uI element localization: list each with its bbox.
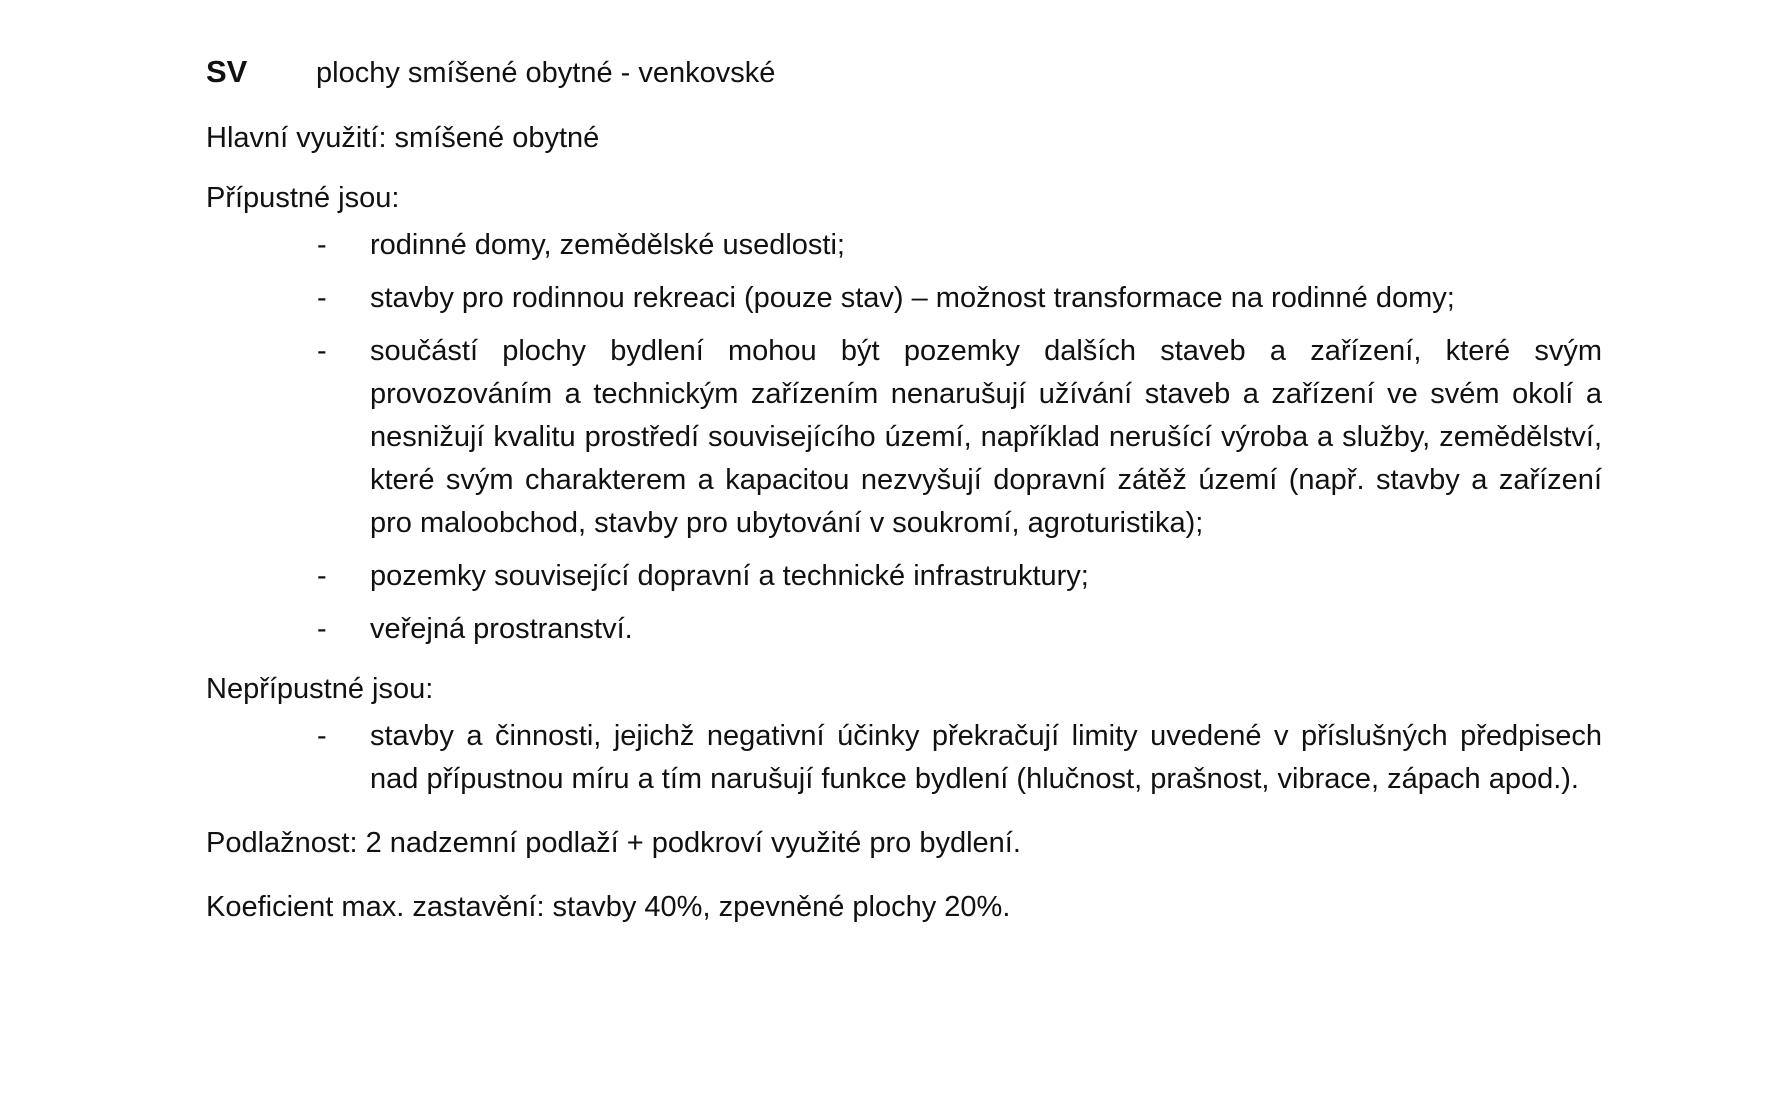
zone-code: SV [206, 54, 248, 89]
list-dash: - [317, 335, 327, 367]
list-dash: - [317, 613, 327, 645]
list-item-text: stavby pro rodinnou rekreaci (pouze stav) – možnost transformace na rodinné domy; [370, 282, 1455, 314]
list-dash: - [317, 282, 327, 314]
list-dash: - [317, 720, 327, 752]
list-item [206, 224, 1602, 267]
list-item [206, 277, 1602, 320]
impermissible-label: Nepřípustné jsou: [206, 673, 434, 705]
main-use-text: Hlavní využití: smíšené obytné [206, 122, 600, 154]
list-item-text: součástí plochy bydlení mohou být pozemky dalších staveb a zařízení, které svým provozováním a technickým zařízením nenarušují užívání staveb a zařízení ve svém okolí a nesnižují kvalitu prostředí souvisejícího území, například nerušící výroba a služby, zemědělství, které svým charakterem a kapacitou nezvyšují dopravní zátěž území (např. stavby a zařízení pro maloobchod, stavby pro ubytování v soukromí, agroturistika); [370, 335, 1602, 539]
list-item [206, 715, 1602, 801]
zone-title: plochy smíšené obytné - venkovské [316, 57, 776, 89]
impermissible-list [206, 715, 1602, 801]
list-item-text: stavby a činnosti, jejichž negativní účinky překračují limity uvedené v příslušných předpisech nad přípustnou míru a tím narušují funkce bydlení (hlučnost, prašnost, vibrace, zápach apod.). [370, 720, 1602, 795]
list-item-text: veřejná prostranství. [370, 613, 633, 645]
floors-text: Podlažnost: 2 nadzemní podlaží + podkroví využité pro bydlení. [206, 827, 1021, 859]
section-heading [206, 54, 1602, 98]
list-item [206, 555, 1602, 598]
list-item-text: rodinné domy, zemědělské usedlosti; [370, 229, 845, 261]
document-page [206, 54, 1602, 927]
list-dash: - [317, 560, 327, 592]
list-item-text: pozemky související dopravní a technické infrastruktury; [370, 560, 1089, 592]
permissible-list [206, 224, 1602, 651]
coverage-text: Koeficient max. zastavění: stavby 40%, zpevněné plochy 20%. [206, 891, 1011, 923]
list-item [206, 608, 1602, 651]
list-item [206, 330, 1602, 545]
permissible-label: Přípustné jsou: [206, 182, 400, 214]
list-dash: - [317, 229, 327, 261]
